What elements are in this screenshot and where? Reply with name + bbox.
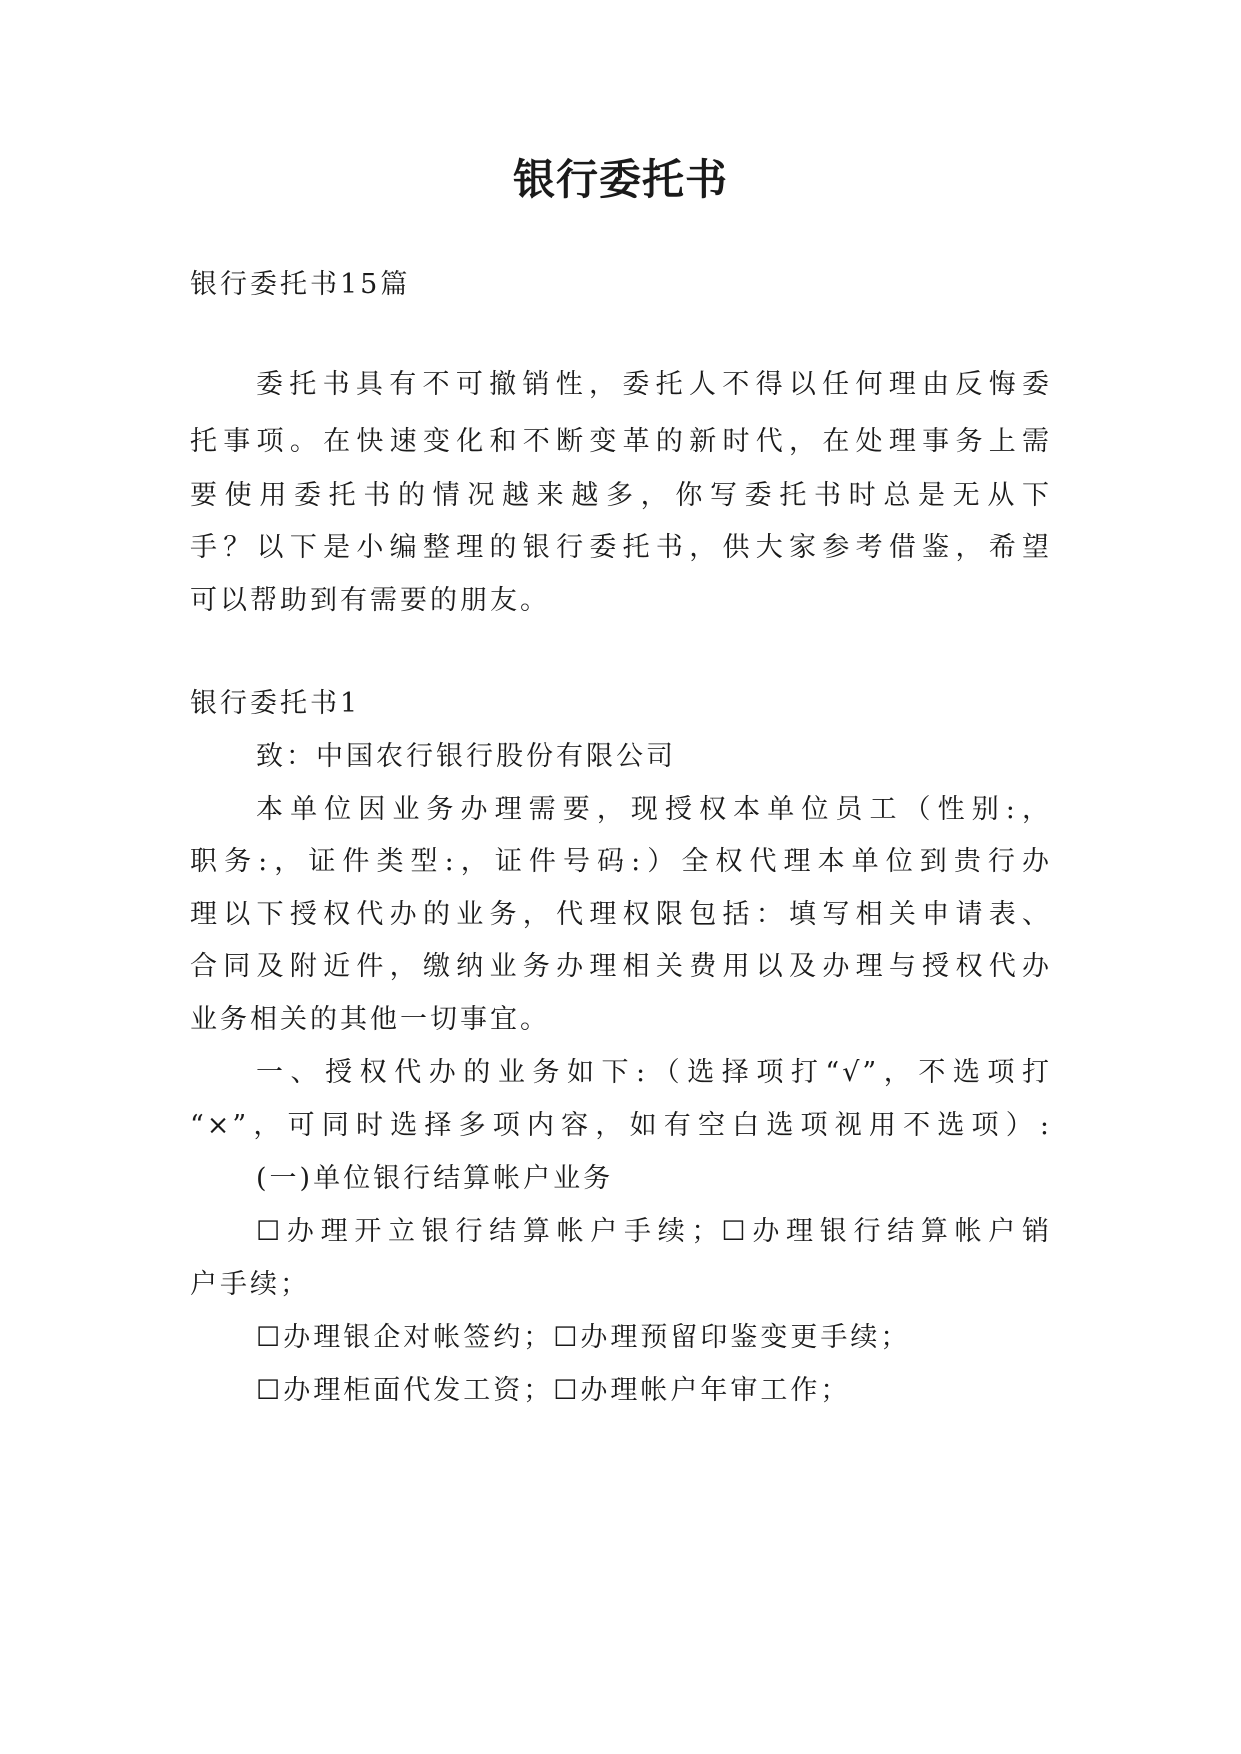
checkbox-item-line-4: ☐办理柜面代发工资；☐办理帐户年审工作； (256, 1375, 851, 1406)
body-line-5: 业务相关的其他一切事宜。 (190, 1004, 550, 1035)
section-heading: 银行委托书1 (190, 688, 361, 719)
subsection-heading: (一)单位银行结算帐户业务 (256, 1163, 614, 1194)
intro-line-1: 委托书具有不可撤销性，委托人不得以任何理由反悔委 (256, 369, 1052, 400)
body-line-4: 合同及附近件，缴纳业务办理相关费用以及办理与授权代办 (190, 951, 1052, 982)
body-line-3: 理以下授权代办的业务，代理权限包括：填写相关申请表、 (190, 899, 1052, 930)
intro-line-2: 托事项。在快速变化和不断变革的新时代，在处理事务上需 (190, 426, 1052, 457)
intro-line-5: 可以帮助到有需要的朋友。 (190, 585, 550, 616)
checkbox-item-line-1: ☐办理开立银行结算帐户手续；☐办理银行结算帐户销 (256, 1216, 1052, 1247)
checkbox-item-line-3: ☐办理银企对帐签约；☐办理预留印鉴变更手续； (256, 1322, 911, 1353)
body-line-2: 职务:，证件类型:，证件号码:）全权代理本单位到贵行办 (190, 846, 1052, 877)
clause-one-line-1: 一、授权代办的业务如下:（选择项打“√”，不选项打 (256, 1057, 1052, 1088)
intro-line-3: 要使用委托书的情况越来越多，你写委托书时总是无从下 (190, 480, 1052, 511)
checkbox-item-line-2: 户手续； (190, 1269, 310, 1300)
body-line-1: 本单位因业务办理需要，现授权本单位员工（性别:， (256, 794, 1052, 825)
document-subtitle: 银行委托书15篇 (190, 269, 411, 300)
document-title: 银行委托书 (512, 155, 728, 204)
intro-line-4: 手？以下是小编整理的银行委托书，供大家参考借鉴，希望 (190, 532, 1052, 563)
addressee: 致：中国农行银行股份有限公司 (256, 741, 676, 772)
clause-one-line-2: “×”，可同时选择多项内容，如有空白选项视用不选项）: (190, 1110, 1052, 1141)
